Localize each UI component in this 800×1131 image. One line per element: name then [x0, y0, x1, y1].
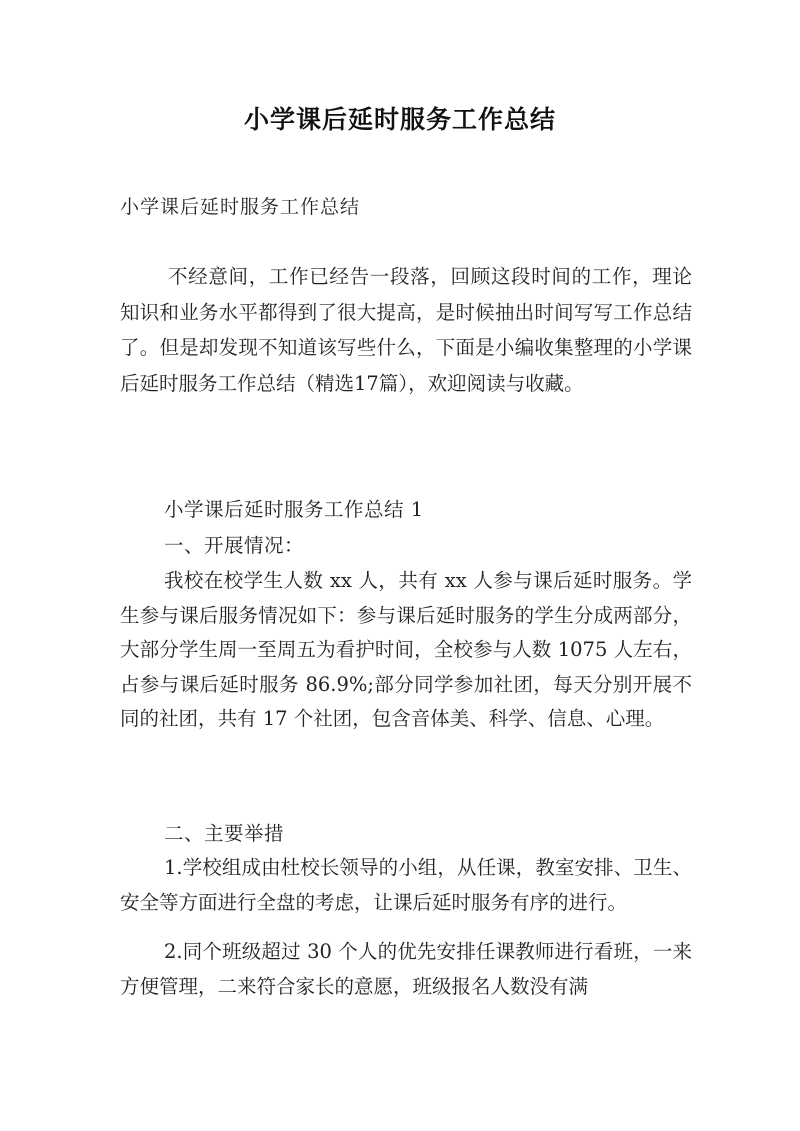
heading-development: 一、开展情况：: [164, 534, 305, 557]
document-subtitle: 小学课后延时服务工作总结: [120, 196, 361, 218]
document-title: 小学课后延时服务工作总结: [243, 105, 556, 134]
heading-measures: 二、主要举措: [164, 822, 285, 845]
development-paragraph: 我校在校学生人数 xx 人，共有 xx 人参与课后延时服务。学生参与课后服务情况如下：参与课后延时服务的学生分成两部分，大部分学生周一至周五为看护时间，全校参与人数 1075 人左右，占参与课后延时服务 86.9%;部分同学参加社团，每天分别开展不同的社团，共有 17 个社团，包含音体美、科学、信息、心理。: [120, 569, 692, 731]
intro-paragraph: 不经意间，工作已经告一段落，回顾这段时间的工作，理论知识和业务水平都得到了很大提高，是时候抽出时间写写工作总结了。但是却发现不知道该写些什么，下面是小编收集整理的小学课后延时服务工作总结（精选17篇），欢迎阅读与收藏。: [120, 265, 692, 395]
measure-item-1: 1.学校组成由杜校长领导的小组，从任课，教室安排、卫生、安全等方面进行全盘的考虑，让课后延时服务有序的进行。: [120, 856, 692, 914]
measure-item-2: 2.同个班级超过 30 个人的优先安排任课教师进行看班，一来方便管理，二来符合家长的意愿，班级报名人数没有满: [120, 940, 692, 998]
section-1-title: 小学课后延时服务工作总结 1: [164, 498, 424, 521]
